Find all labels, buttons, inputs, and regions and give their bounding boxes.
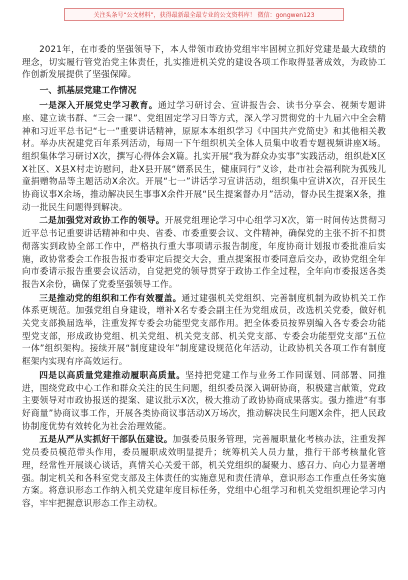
document-body bbox=[22, 44, 386, 512]
item-body-3: 通过建强机关党组织、完善制度机制为政协机关工作体系更规范。加强党组自身建设，增补X名专委会副主任为党组成员，改选机关党委，做好机关党支部换届选举，注重发挥专委会功能型党支部作用。把全体委员按界别编入各专委会功能型党支部，形成政协党组、机关党组、机关党支部、机关党支部、专委会功能型党支部“五位一体”组织架构。接续开展“制度建设年”制度建设规范化年活动，让政协机关各项工作有制度框架内实现有序高效运行。 bbox=[22, 293, 386, 368]
item-body-4: 坚持把党建工作与业务工作同谋划、同部署、同推进，围绕党政中心工作和群众关注的民生问题，组织委员深入调研协商，积极建言献策，党政主要领导对市政协报送的提案、建议批示X次，极大推动了政协协商成果落实。强力推进“有事好商量”协商议事工作，开展各类协商议事活动X万场次，推动解决民生问题X余件，把人民政协制度优势有效转化为社会治理效能。 bbox=[22, 370, 386, 432]
item-body-5: 加强委员服务管理，完善履职量化考核办法，注重发挥党员委员模范带头作用，委员履职成效明显提升；统筹机关人员力量，推行干部考核量化管理，经常性开展谈心谈话，真情关心关爱干部，机关党组织的凝聚力、感召力、向心力显著增强。制定机关和各科室党支部及主体责任的实施意见和责任清单，意识形态工作重点任务实施方案。将意识形态工作纳入机关党建年度目标任务，党组中心组学习和机关党组织理论学习内容，牢牢把握意识形态工作主动权。 bbox=[22, 435, 386, 509]
item-paragraph-5 bbox=[22, 434, 386, 510]
item-lead-2: 二是加强党对政协工作的领导。 bbox=[39, 216, 165, 227]
item-lead-4: 四是以高质量党建推动履职高质量。 bbox=[39, 370, 186, 381]
promo-banner: 关注头条号“公文材料”，获得最新最全最专业的公文资料库！ 微信：gongwen123 bbox=[64, 8, 344, 21]
item-paragraph-2 bbox=[22, 215, 386, 291]
item-lead-1: 一是深入开展党史学习教育。 bbox=[39, 101, 158, 112]
item-paragraph-4 bbox=[22, 370, 386, 434]
item-lead-5: 五是从严从实抓好干部队伍建设。 bbox=[39, 435, 173, 446]
item-paragraph-3 bbox=[22, 293, 386, 369]
intro-paragraph: 2021年，在市委的坚强领导下，本人带领市政协党组牢牢固树立抓好党建是最大政绩的理念，切实履行管党治党主体责任，扎实推进机关党的建设各项工作取得显著成效，为政协工作创新发展提供了坚强保障。 bbox=[22, 45, 386, 81]
item-body-1: 通过学习研讨会、宣讲报告会、读书分享会、视频专题讲座、建立读书群、“三会一课”、党组固定学习日等方式，深入学习贯彻党的十九届六中全会精神和习近平总书记“七一”重要讲话精神，原原本本组织学习《中国共产党简史》和其他相关教材。举办庆祝建党百年系列活动，每周一下午组织机关全体人员集中收看专题视频讲座X场。组织集体学习研讨X次，撰写心得体会X篇。扎实开展“我为群众办实事”实践活动，组织赴X区X社区、X县X村走访慰问，赴X县开展“婿系民生，健康同行”义诊，赴市社会福利院为孤残儿童捐赠物品等主题活动X余次。开展“七一”讲话学习宣讲活动，组织集中宣讲X次，召开民生协商议事X余场，推动解决民生事事X余件开展“民生提案督办月”活动，督办民生提案X条，推动一批民生问题得到解决。 bbox=[22, 101, 386, 213]
item-body-2: 开展党组理论学习中心组学习X次，第一时间传达贯彻习近平总书记重要讲话精神和中央、省委、市委重要会议、文件精神，确保党的主张不折不扣贯彻落实到政协全部工作中，严格执行重大事项请示报告制度，年度协商计划报市委批准后实施，政协常委会工作报告报市委审定后提交大会，重点提案报市委同意后交办，政协党组全年向市委请示报告重要会议活动，自觉把党的领导贯穿于政协工作全过程，全年向市委报送各类报告X余份，确保了党委坚强领导工作。 bbox=[22, 216, 386, 290]
item-lead-3: 三是推动党的组织和工作有效覆盖。 bbox=[39, 293, 182, 304]
item-paragraph-1 bbox=[22, 100, 386, 214]
section-heading: 一、抓基层党建工作情况 bbox=[39, 86, 137, 97]
